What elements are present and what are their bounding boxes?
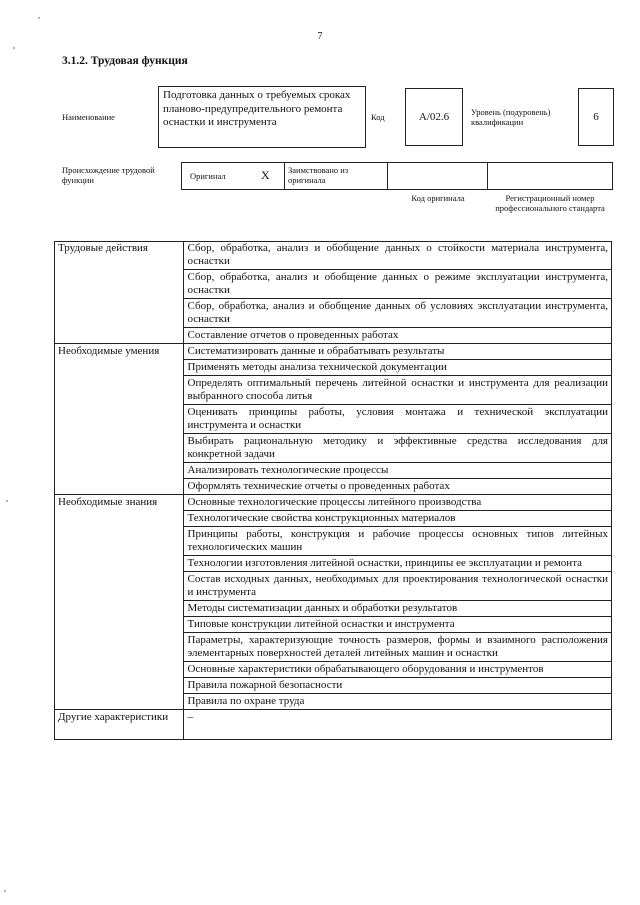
divider xyxy=(284,163,285,189)
original-mark: X xyxy=(261,168,270,182)
section-item: Параметры, характеризующие точность размеров, формы и взаимного расположения элементарных поверхностей деталей литейных машин и оснастки xyxy=(183,633,612,662)
page-number: 7 xyxy=(317,31,323,42)
borrowed-label: Заимствовано из оригинала xyxy=(288,165,349,185)
scan-dot xyxy=(4,890,6,892)
code-original-label: Код оригинала xyxy=(411,193,465,203)
table-row xyxy=(54,710,612,741)
scan-dot xyxy=(6,500,8,502)
table-row xyxy=(54,344,612,360)
section-item: Анализировать технологические процессы xyxy=(183,463,612,479)
section-item: Принципы работы, конструкция и рабочие процессы основных типов литейных технологических машин xyxy=(183,527,612,556)
section-item: Методы систематизации данных и обработки результатов xyxy=(183,601,612,617)
code-value: А/02.6 xyxy=(418,111,450,123)
section-label: Необходимые умения xyxy=(54,344,183,495)
table-row xyxy=(54,241,612,270)
section-label: Необходимые знания xyxy=(54,495,183,710)
section-item: Правила пожарной безопасности xyxy=(183,678,612,694)
section-item: Применять методы анализа технической документации xyxy=(183,360,612,376)
section-item: Основные технологические процессы литейного производства xyxy=(183,495,612,511)
original-label: Оригинал xyxy=(190,171,226,181)
section-item: Сбор, обработка, анализ и обобщение данных об условиях эксплуатации инструмента, оснастки xyxy=(183,299,612,328)
level-value: 6 xyxy=(593,111,599,123)
name-box xyxy=(158,86,366,148)
section-item: Сбор, обработка, анализ и обобщение данных о режиме эксплуатации инструмента, оснастки xyxy=(183,270,612,299)
name-label: Наименование xyxy=(62,112,115,122)
section-item: Выбирать рациональную методику и эффективные средства исследования для конкретной задачи xyxy=(183,434,612,463)
level-label: Уровень (подуровень) квалификации xyxy=(471,107,551,127)
origin-label: Происхождение трудовой функции xyxy=(62,165,155,185)
section-item: Составление отчетов о проведенных работах xyxy=(183,328,612,344)
section-item: Правила по охране труда xyxy=(183,694,612,710)
divider xyxy=(487,163,488,189)
section-item: Состав исходных данных, необходимых для проектирования технологической оснастки и инструмента xyxy=(183,572,612,601)
function-details-table xyxy=(54,241,612,740)
section-item: – xyxy=(187,711,193,723)
level-box xyxy=(578,88,614,146)
scan-dot xyxy=(13,47,15,49)
table-row xyxy=(54,495,612,511)
section-title: 3.1.2. Трудовая функция xyxy=(62,55,188,67)
code-box xyxy=(405,88,463,146)
section-item: Технологические свойства конструкционных материалов xyxy=(183,511,612,527)
section-item: Технологии изготовления литейной оснастки, принципы ее эксплуатации и ремонта xyxy=(183,556,612,572)
section-item: Оформлять технические отчеты о проведенных работах xyxy=(183,479,612,495)
section-label: Другие характеристики xyxy=(54,710,183,741)
section-item: Типовые конструкции литейной оснастки и инструмента xyxy=(183,617,612,633)
section-item: Оценивать принципы работы, условия монтажа и технической эксплуатации инструмента и оснастки xyxy=(183,405,612,434)
origin-box xyxy=(181,162,613,190)
section-item: Сбор, обработка, анализ и обобщение данных о стойкости материала инструмента, оснастки xyxy=(183,241,612,270)
section-item: Определять оптимальный перечень литейной оснастки и инструмента для реализации выбранного способа литья xyxy=(183,376,612,405)
divider xyxy=(387,163,388,189)
function-name: Подготовка данных о требуемых сроках планово-предупредительного ремонта оснастки и инструмента xyxy=(163,89,351,128)
section-label: Трудовые действия xyxy=(54,241,183,344)
code-label: Код xyxy=(371,112,385,122)
section-item: Основные характеристики обрабатывающего оборудования и инструментов xyxy=(183,662,612,678)
reg-number-label: Регистрационный номер профессионального стандарта xyxy=(495,193,605,213)
section-item: Систематизировать данные и обрабатывать результаты xyxy=(183,344,612,360)
scan-dot xyxy=(38,17,40,19)
